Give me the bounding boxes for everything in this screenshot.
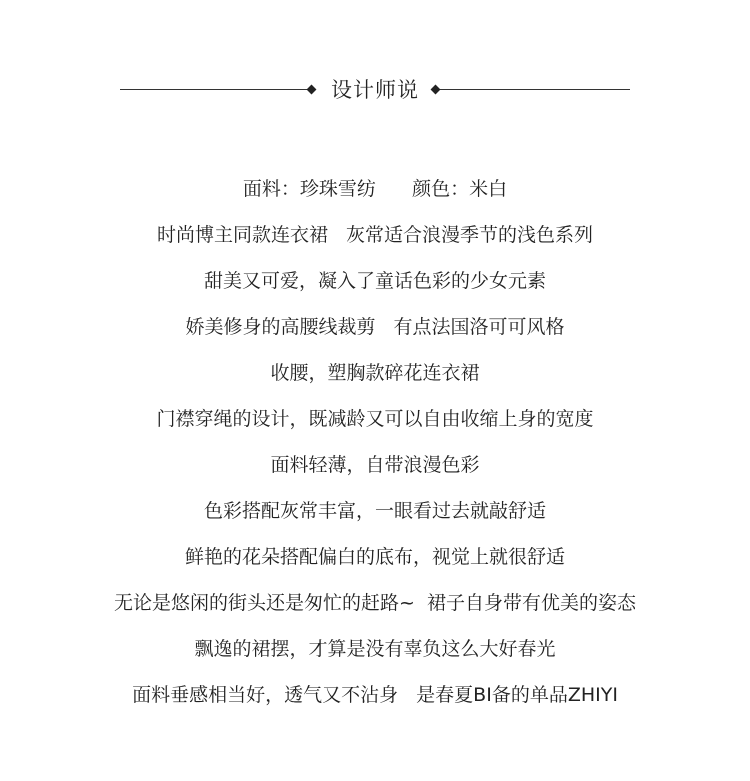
description-line: 收腰，塑胸款碎花连衣裙 [270,362,480,384]
description-line: 时尚博主同款连衣裙 灰常适合浪漫季节的浅色系列 [156,224,594,246]
description-line: 面料轻薄，自带浪漫色彩 [270,454,480,476]
description-line: 甜美又可爱，凝入了童话色彩的少女元素 [203,270,546,292]
description-line: 色彩搭配灰常丰富，一眼看过去就敲舒适 [203,500,546,522]
heading-rule-right [440,89,630,90]
diamond-icon-left [307,85,317,95]
description-line: 鲜艳的花朵搭配偏白的底布，视觉上就很舒适 [184,546,565,568]
description-line: 门襟穿绳的设计，既减龄又可以自由收缩上身的宽度 [156,408,594,430]
section-heading [0,70,750,110]
description-line: 飘逸的裙摆，才算是没有辜负这么大好春光 [194,638,556,660]
diamond-icon-right [431,85,441,95]
description-line: 面料：珍珠雪纺 颜色：米白 [242,178,508,200]
heading-rule-left [120,89,310,90]
description-lines [0,170,750,722]
description-line: 面料垂感相当好，透气又不沾身 是春夏BI备的单品ZHIYI [132,684,618,706]
heading-title: 设计师说 [331,78,419,102]
description-line: 娇美修身的高腰线裁剪 有点法国洛可可风格 [185,316,565,338]
description-line: 无论是悠闲的街头还是匆忙的赶路~ 裙子自身带有优美的姿态 [113,592,636,614]
